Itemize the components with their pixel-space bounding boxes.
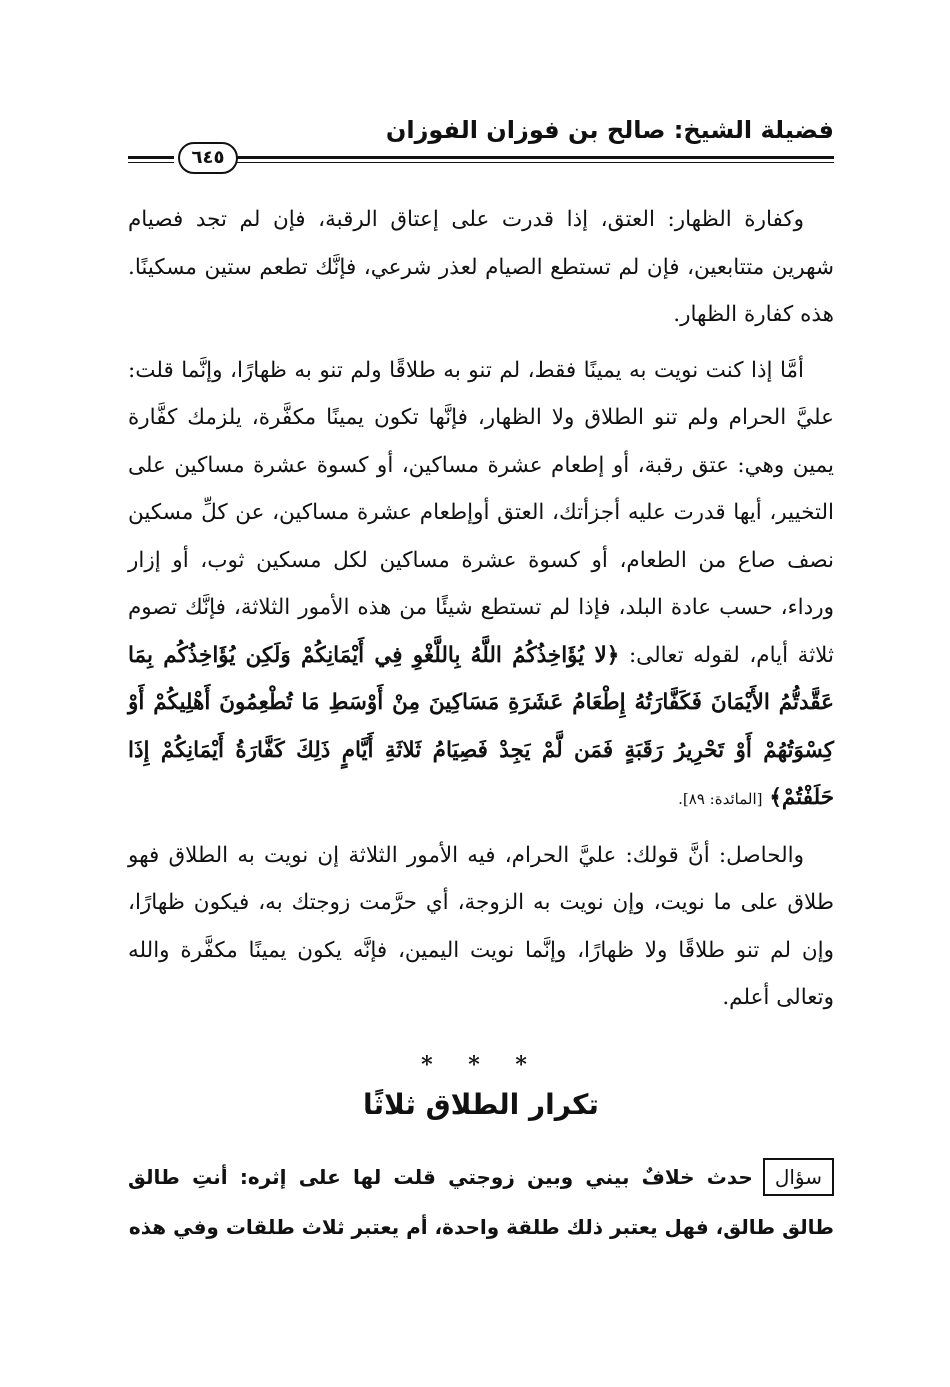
paragraph-oath-text: أمَّا إذا كنت نويت به يمينًا فقط، لم تنو به طلاقًا ولم تنو به ظهارًا، وإنَّما قلت: عليَّ الحرام ولم تنو الطلاق ولا الظهار، فإنَّها تكون يمينًا مكفَّرة، يلزمك كفَّارة يمين وهي: عتق رقبة، أو إطعام عشرة مساكين، أو كسوة عشرة مساكين على التخيير، أيها قدرت عليه أجزأتك، العتق أوإطعام عشرة مساكين، عن كلِّ مسكين نصف صاع من الطعام، أو كسوة عشرة مساكين لكل مسكين ثوب، أو إزار ورداء، حسب عادة البلد، فإذا لم تستطع شيئًا من هذه الأمور الثلاثة، فإنَّك تصوم ثلاثة أيام، لقوله تعالى:: [128, 357, 834, 668]
quran-verse: ﴿لا يُؤَاخِذُكُمُ اللَّهُ بِاللَّغْوِ فِي أَيْمَانِكُمْ وَلَكِن يُؤَاخِذُكُم بِمَا عَقَّدتُّمُ الأَيْمَانَ فَكَفَّارَتُهُ إِطْعَامُ عَشَرَةِ مَسَاكِينَ مِنْ أَوْسَطِ مَا تُطْعِمُونَ أَهْلِيكُمْ أَوْ كِسْوَتُهُمْ أَوْ تَحْرِيرُ رَقَبَةٍ فَمَن لَّمْ يَجِدْ فَصِيَامُ ثَلاثَةِ أَيَّامٍ ذَلِكَ كَفَّارَةُ أَيْمَانِكُمْ إِذَا حَلَفْتُمْ﴾: [128, 642, 834, 810]
question-text: حدث خلافٌ بيني وبين زوجتي قلت لها على إثره: أنتِ طالق طالق طالق، فهل يعتبر ذلك طلقة واحدة، أم يعتبر ثلاث طلقات وفي هذه: [128, 1165, 834, 1239]
header-rule-thin: [236, 162, 834, 163]
paragraph-oath-expiation: [128, 347, 834, 824]
header-rule-left-thin: [128, 162, 174, 163]
body-text: [128, 196, 834, 1030]
section-title: تكرار الطلاق ثلاثًا: [363, 1088, 599, 1121]
header-rule: [236, 156, 834, 159]
question-block: [128, 1152, 834, 1252]
quran-citation: [المائدة: ٨٩].: [678, 790, 763, 808]
section-separator: * * *: [421, 1052, 541, 1078]
page-number: ٦٤٥: [178, 142, 238, 174]
paragraph-zihar-expiation: وكفارة الظهار: العتق، إذا قدرت على إعتاق الرقبة، فإن لم تجد فصيام شهرين متتابعين، فإن لم تستطع الصيام لعذر شرعي، فإنَّك تطعم ستين مسكينًا. هذه كفارة الظهار.: [128, 207, 834, 327]
question-label: سؤال: [763, 1158, 834, 1196]
header-rule-left: [128, 156, 174, 159]
running-title: فضيلة الشيخ: صالح بن فوزان الفوزان: [385, 116, 834, 144]
paragraph-conclusion: والحاصل: أنَّ قولك: عليَّ الحرام، فيه الأمور الثلاثة إن نويت به الطلاق فهو طلاق على ما نويت، وإن نويت به الزوجة، أي حرَّمت زوجتك به، فيكون ظهارًا، وإن لم تنو طلاقًا ولا ظهارًا، وإنَّما نويت اليمين، فإنَّه يكون يمينًا مكفَّرة والله وتعالى أعلم.: [128, 842, 834, 1010]
page-header: [128, 112, 834, 182]
